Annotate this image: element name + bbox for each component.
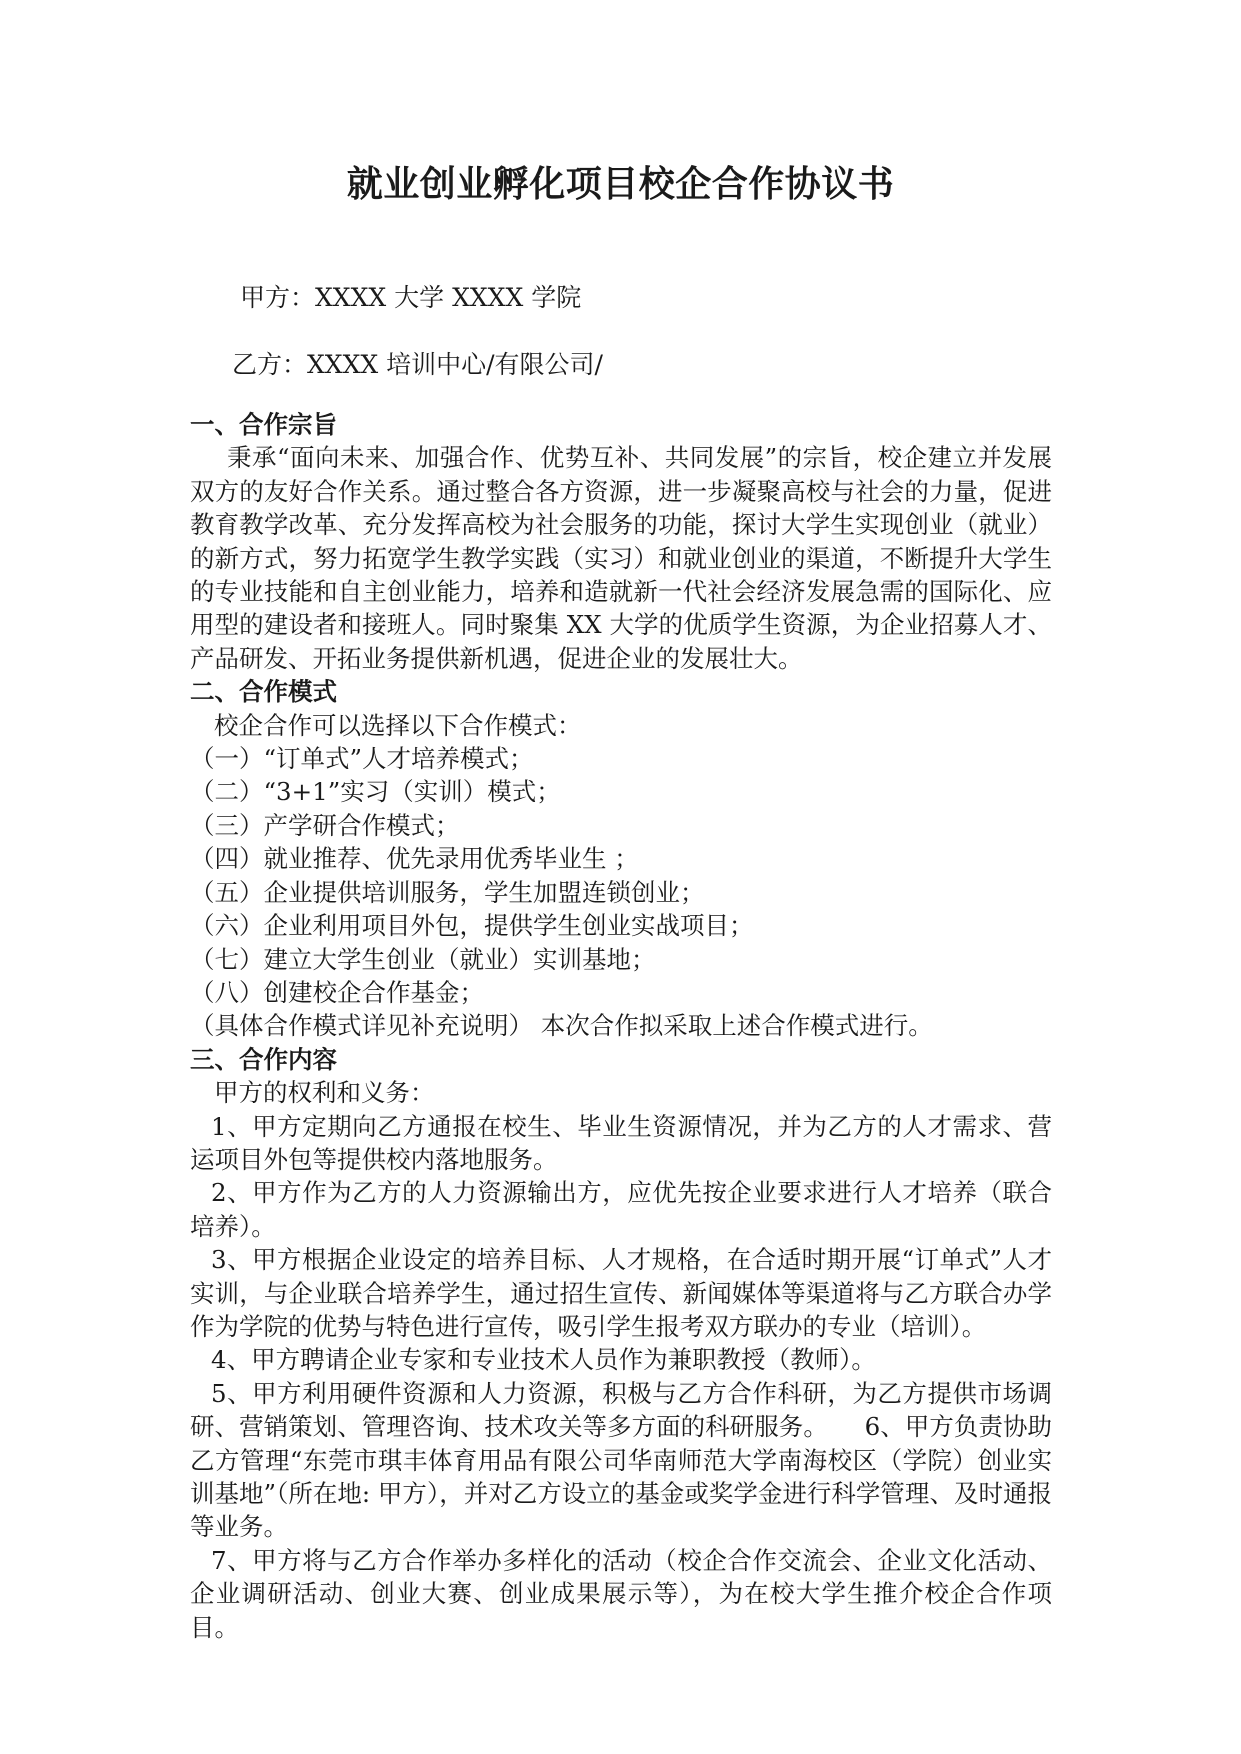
mode-item: （六）企业利用项目外包，提供学生创业实战项目；: [190, 911, 754, 941]
party-a-line: 甲方：XXXX 大学 XXXX 学院: [240, 283, 582, 312]
section-heading-content: 三、合作内容: [190, 1044, 337, 1074]
mode-item: （四）就业推荐、优先录用优秀毕业生 ；: [190, 844, 639, 874]
section-heading-mode: 二、合作模式: [190, 677, 337, 707]
mode-item: （二）“3+1”实习（实训）模式；: [190, 777, 561, 807]
content-item: 7、甲方将与乙方合作举办多样化的活动（校企合作交流会、企业文化活动、企业调研活动、创业大赛、创业成果展示等），为在校大学生推介校企合作项目。: [190, 1545, 1052, 1642]
content-item: 2、甲方作为乙方的人力资源输出方，应优先按企业要求进行人才培养（联合培养）。: [190, 1178, 1052, 1241]
mode-intro: 校企合作可以选择以下合作模式：: [214, 710, 582, 740]
document-body: [190, 408, 1052, 1644]
mode-item: （一）“订单式”人才培养模式；: [190, 744, 534, 774]
document-title: 就业创业孵化项目校企合作协议书: [346, 163, 895, 205]
mode-item: （八）创建校企合作基金；: [190, 977, 484, 1007]
section-heading-purpose: 一、合作宗旨: [190, 410, 337, 439]
content-item: 4、甲方聘请企业专家和专业技术人员作为兼职教授（教师）。: [211, 1345, 876, 1375]
content-item: 5、甲方利用硬件资源和人力资源，积极与乙方合作科研，为乙方提供市场调研、营销策划、管理咨询、技术攻关等多方面的科研服务。 6、甲方负责协助乙方管理“东莞市琪丰体育用品有限公司华南师范大学南海校区（学院）创业实训基地”（所在地: 甲方），并对乙方设立的基金或奖学金进行科学管理、及时通报等业务。: [190, 1378, 1052, 1542]
content-item: 1、甲方定期向乙方通报在校生、毕业生资源情况，并为乙方的人才需求、营运项目外包等提供校内落地服务。: [190, 1111, 1052, 1174]
party-b-line: 乙方：XXXX 培训中心/有限公司/: [232, 350, 603, 379]
mode-note: （具体合作模式详见补充说明） 本次合作拟采取上述合作模式进行。: [190, 1011, 933, 1041]
content-item: 3、甲方根据企业设定的培养目标、人才规格，在合适时期开展“订单式”人才实训，与企业联合培养学生，通过招生宣传、新闻媒体等渠道将与乙方联合办学作为学院的优势与特色进行宣传，吸引学生报考双方联办的专业（培训）。: [190, 1245, 1052, 1341]
mode-item: （七）建立大学生创业（就业）实训基地；: [190, 944, 656, 974]
party-a-rights-subheading: 甲方的权利和义务：: [214, 1078, 435, 1108]
mode-item: （三）产学研合作模式；: [190, 810, 460, 840]
purpose-paragraph: 秉承“面向未来、加强合作、优势互补、共同发展”的宗旨，校企建立并发展双方的友好合作关系。通过整合各方资源，进一步凝聚高校与社会的力量，促进教育教学改革、充分发挥高校为社会服务的功能，探讨大学生实现创业（就业）的新方式，努力拓宽学生教学实践（实习）和就业创业的渠道，不断提升大学生的专业技能和自主创业能力，培养和造就新一代社会经济发展急需的国际化、应用型的建设者和接班人。同时聚集 XX 大学的优质学生资源，为企业招募人才、产品研发、开拓业务提供新机遇，促进企业的发展壮大。: [190, 443, 1052, 673]
mode-item: （五）企业提供培训服务，学生加盟连锁创业；: [190, 877, 705, 907]
